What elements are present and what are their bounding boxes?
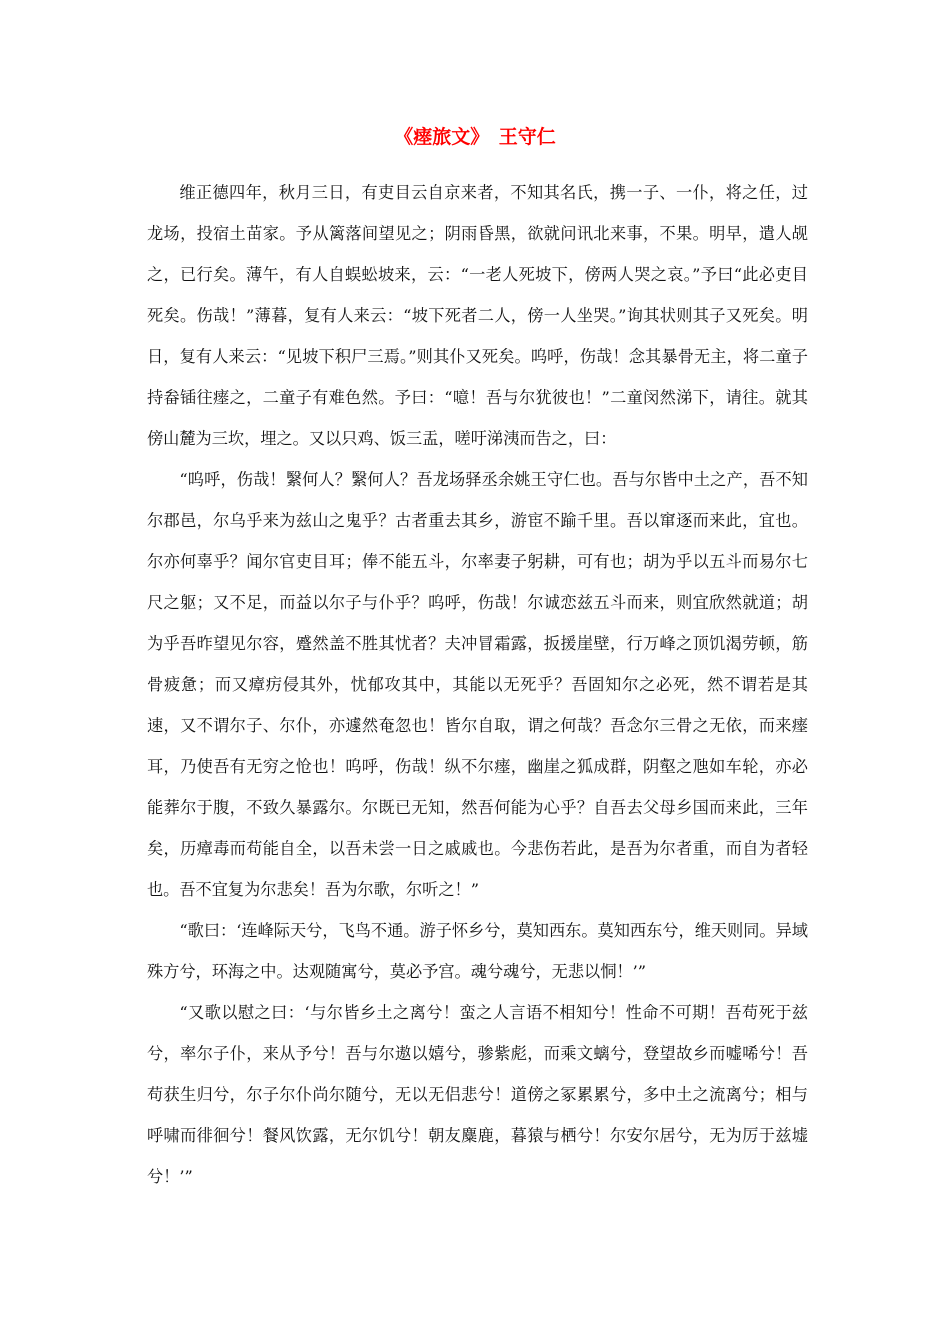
paragraph: “歌曰：‘连峰际天兮，飞鸟不通。游子怀乡兮，莫知西东。莫知西东兮，维天则同。异域殊方兮，环海之中。达观随寓兮，莫必予宫。魂兮魂兮，无悲以恫！’” [147, 921, 808, 981]
paragraph: “呜呼，伤哉！繄何人？繄何人？吾龙场驿丞余姚王守仁也。吾与尔皆中土之产，吾不知尔郡邑，尔乌乎来为兹山之鬼乎？古者重去其乡，游宦不踰千里。吾以窜逐而来此，宜也。尔亦何辜乎？闻尔官吏目耳；俸不能五斗，尔率妻子躬耕，可有也；胡为乎以五斗而易尔七尺之躯；又不足，而益以尔子与仆乎？呜呼，伤哉！尔诚恋兹五斗而来，则宜欣然就道；胡为乎吾昨望见尔容，蹙然盖不胜其忧者？夫冲冒霜露，扳援崖壁，行万峰之顶饥渴劳顿，筋骨疲惫；而又瘴疠侵其外，忧郁攻其中，其能以无死乎？吾固知尔之必死，然不谓若是其速，又不谓尔子、尔仆，亦遽然奄忽也！皆尔自取，谓之何哉？吾念尔三骨之无依，而来瘗耳，乃使吾有无穷之怆也！呜呼，伤哉！纵不尔瘗，幽崖之狐成群，阴壑之虺如车轮，亦必能葬尔于腹，不致久暴露尔。尔既已无知，然吾何能为心乎？自吾去父母乡国而来此，三年矣，历瘴毒而苟能自全，以吾未尝一日之戚戚也。今悲伤若此，是吾为尔者重，而自为者轻也。吾不宜复为尔悲矣！吾为尔歌，尔听之！” [147, 470, 808, 899]
paragraph: “又歌以慰之曰：‘与尔皆乡土之离兮！蛮之人言语不相知兮！性命不可期！吾苟死于兹兮，率尔子仆，来从予兮！吾与尔遨以嬉兮，骖紫彪，而乘文螭兮，登望故乡而嘘唏兮！吾苟获生归兮，尔子尔仆尚尔随兮，无以无侣悲兮！道傍之冢累累兮，多中土之流离兮；相与呼啸而徘徊兮！餐风饮露，无尔饥兮！朝友麋鹿，暮猿与栖兮！尔安尔居兮，无为厉于兹墟兮！’” [147, 1003, 808, 1186]
paragraph: 维正德四年，秋月三日，有吏目云自京来者，不知其名氏，携一子、一仆，将之任，过龙场，投宿土苗家。予从篱落间望见之；阴雨昏黑，欲就问讯北来事，不果。明早，遣人觇之，已行矣。薄午，有人自蜈蚣坡来，云：“一老人死坡下，傍两人哭之哀。”予曰“此必吏目死矣。伤哉！”薄暮，复有人来云：“坡下死者二人，傍一人坐哭。”询其状则其子又死矣。明日，复有人来云：“见坡下积尸三焉。”则其仆又死矣。呜呼，伤哉！念其暴骨无主，将二童子持畚锸往瘗之，二童子有难色然。予曰：“噫！吾与尔犹彼也！”二童闵然涕下，请往。就其傍山麓为三坎，埋之。又以只鸡、饭三盂，嗟吁涕洟而告之，曰： [147, 183, 808, 448]
document-title: 《瘗旅文》 王守仁 [394, 126, 556, 148]
document-body [147, 172, 808, 1197]
